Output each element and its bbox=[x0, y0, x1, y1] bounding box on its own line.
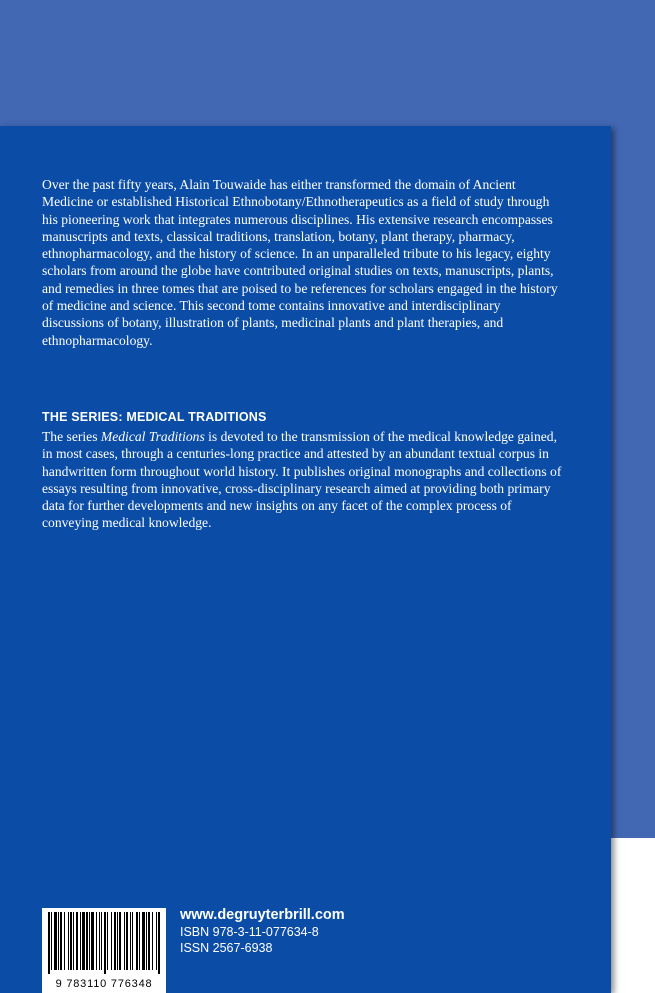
barcode-bars bbox=[48, 912, 160, 974]
book-summary bbox=[42, 176, 562, 349]
barcode-bar bbox=[80, 912, 81, 970]
barcode-bar bbox=[89, 912, 90, 970]
barcode-bar bbox=[58, 912, 59, 970]
issn-number: ISSN 2567-6938 bbox=[180, 941, 273, 955]
barcode-bar bbox=[64, 912, 65, 970]
barcode-bar bbox=[142, 912, 145, 970]
barcode-bar bbox=[139, 912, 140, 970]
barcode-bar bbox=[152, 912, 153, 970]
barcode-bar bbox=[101, 912, 102, 970]
barcode-bar bbox=[99, 912, 100, 970]
barcode-bar bbox=[126, 912, 128, 970]
barcode-bar bbox=[96, 912, 97, 970]
barcode-bar bbox=[117, 912, 118, 970]
series-heading: THE SERIES: MEDICAL TRADITIONS bbox=[42, 410, 267, 424]
barcode-bar bbox=[124, 912, 125, 970]
isbn-number: ISBN 978-3-11-077634-8 bbox=[180, 925, 319, 939]
series-paragraph bbox=[42, 428, 562, 532]
barcode-bar bbox=[48, 912, 50, 974]
back-cover-panel bbox=[0, 126, 611, 993]
barcode-bar bbox=[158, 912, 160, 974]
publisher-website: www.degruyterbrill.com bbox=[180, 907, 345, 923]
barcode-bar bbox=[104, 912, 106, 974]
summary-paragraph: Over the past fifty years, Alain Touwaide has either transformed the domain of Ancient Medicine or established Historical Ethnobotany/Ethnotherapeutics as a field of study through his pioneering work that integrates numerous disciplines. His extensive research encompasses manuscripts and texts, classical traditions, translation, botany, plant therapy, pharmacy, ethnopharmacology, and the history of science. In an unparalleled tribute to his legacy, eighty scholars from around the globe have contributed original studies on texts, manuscripts, plants, and remedies in three tomes that are poised to be references for scholars engaged in the history of medicine and science. This second tome contains innovative and interdisciplinary discussions of botany, illustration of plants, medicinal plants and plant therapies, and ethnopharmacology. bbox=[42, 177, 558, 348]
barcode-bar bbox=[86, 912, 88, 970]
barcode-bar bbox=[130, 912, 131, 970]
barcode-bar bbox=[68, 912, 69, 970]
barcode-bar bbox=[70, 912, 72, 970]
barcode-bar bbox=[111, 912, 112, 970]
barcode-bar bbox=[136, 912, 138, 970]
barcode-bar bbox=[51, 912, 52, 970]
barcode-bar bbox=[156, 912, 157, 970]
barcode-bar bbox=[91, 912, 94, 970]
barcode-bar bbox=[114, 912, 116, 970]
barcode bbox=[42, 908, 166, 993]
barcode-bar bbox=[73, 912, 74, 970]
barcode-bar bbox=[107, 912, 108, 970]
series-title: Medical Traditions bbox=[100, 429, 205, 444]
barcode-bar bbox=[148, 912, 150, 970]
publisher-info bbox=[180, 906, 345, 956]
series-description bbox=[42, 428, 562, 532]
barcode-bar bbox=[132, 912, 133, 970]
series-text-before: The series bbox=[42, 429, 101, 444]
barcode-bar bbox=[54, 912, 57, 970]
barcode-bar bbox=[76, 912, 78, 970]
barcode-bar bbox=[60, 912, 62, 970]
barcode-bar bbox=[146, 912, 147, 970]
series-text-after: is devoted to the transmission of the medical knowledge gained, in most cases, through a centuries-long practice and attested by an abundant textual corpus in handwritten form throughout world history. It publishes original monographs and collections of essays resulting from innovative, cross-disciplinary research aimed at providing both primary data for further developments and new insights on any facet of the complex process of conveying medical knowledge. bbox=[42, 429, 562, 531]
barcode-bar bbox=[119, 912, 121, 970]
barcode-bar bbox=[82, 912, 85, 970]
barcode-digits: 9 783110 776348 bbox=[55, 978, 153, 990]
